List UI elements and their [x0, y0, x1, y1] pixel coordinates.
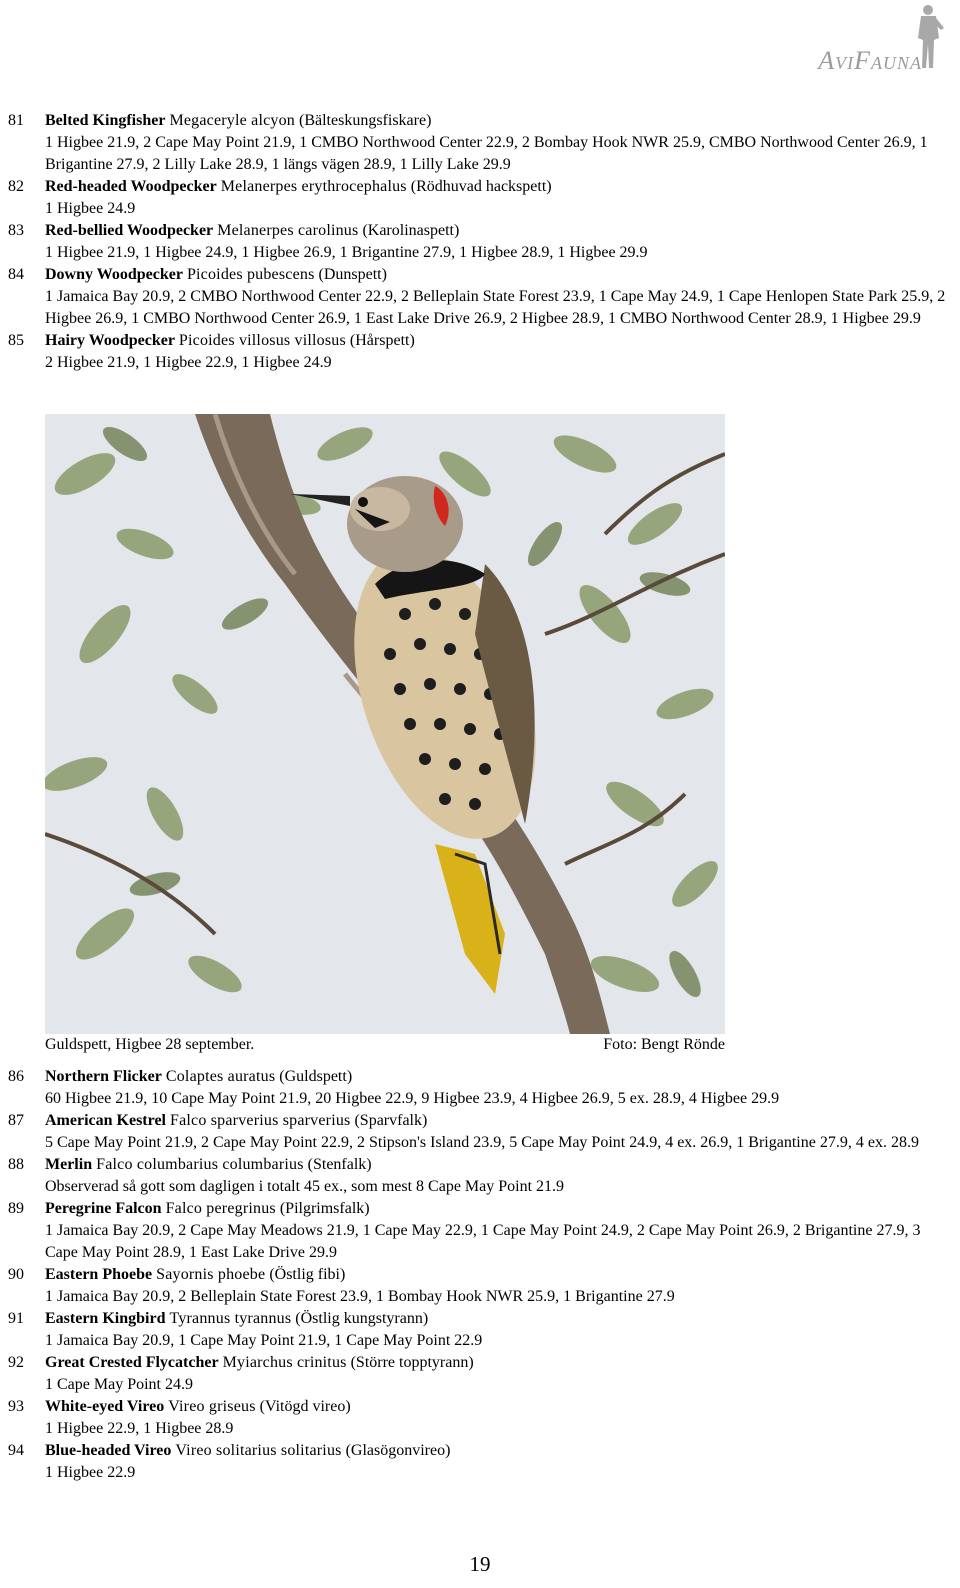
species-number: 91	[8, 1310, 24, 1327]
swedish-name: (Rödhuvad hackspett)	[410, 178, 552, 195]
observations: 1 Higbee 21.9, 2 Cape May Point 21.9, 1 CMBO Northwood Center 22.9, 2 Bombay Hook NWR 25.9, CMBO Northwood Center 26.9, 1 Brigantine 27.9, 2 Lilly Lake 28.9, 1 längs vägen 28.9, 1 Lilly Lake 29.9	[45, 134, 928, 173]
caption-text: Guldspett, Higbee 28 september.	[45, 1036, 255, 1053]
scientific-name: Melanerpes erythrocephalus	[220, 178, 407, 195]
swedish-name: (Sparvfalk)	[354, 1112, 428, 1129]
species-number: 89	[8, 1200, 24, 1217]
scientific-name: Falco sparverius sparverius	[170, 1112, 351, 1129]
logo-text: AviFauna	[818, 46, 922, 75]
species-name: Merlin	[45, 1156, 93, 1173]
scientific-name: Picoides pubescens	[186, 266, 315, 283]
species-entry	[0, 1110, 960, 1154]
scientific-name: Myiarchus crinitus	[222, 1354, 347, 1371]
observations: 1 Jamaica Bay 20.9, 2 Belleplain State Forest 23.9, 1 Bombay Hook NWR 25.9, 1 Brigantine 27.9	[45, 1288, 675, 1305]
species-entry	[0, 110, 960, 176]
species-entry	[0, 1264, 960, 1308]
species-entry	[0, 220, 960, 264]
species-entry	[0, 1308, 960, 1352]
swedish-name: (Dunspett)	[318, 266, 387, 283]
species-number: 88	[8, 1156, 24, 1173]
swedish-name: (Pilgrimsfalk)	[279, 1200, 370, 1217]
observations: 1 Jamaica Bay 20.9, 2 Cape May Meadows 21.9, 1 Cape May 22.9, 1 Cape May Point 24.9, 2 Cape May Point 26.9, 2 Brigantine 27.9, 3 Cape May Point 28.9, 1 East Lake Drive 29.9	[45, 1222, 921, 1261]
observations: 1 Jamaica Bay 20.9, 2 CMBO Northwood Center 22.9, 2 Belleplain State Forest 23.9, 1 Cape May 24.9, 1 Cape Henlopen State Park 25.9, 2 Higbee 26.9, 1 CMBO Northwood Center 26.9, 1 East Lake Drive 26.9, 2 Higbee 28.9, 1 CMBO Northwood Center 28.9, 1 Higbee 29.9	[45, 288, 946, 327]
swedish-name: (Östlig fibi)	[269, 1266, 346, 1283]
species-list-bottom	[0, 1066, 960, 1484]
scientific-name: Colaptes auratus	[165, 1068, 276, 1085]
species-entry	[0, 1352, 960, 1396]
species-number: 85	[8, 332, 24, 349]
species-number: 84	[8, 266, 24, 283]
species-number: 81	[8, 112, 24, 129]
swedish-name: (Stenfalk)	[307, 1156, 372, 1173]
scientific-name: Tyrannus tyrannus	[169, 1310, 292, 1327]
species-number: 82	[8, 178, 24, 195]
species-name: Downy Woodpecker	[45, 266, 183, 283]
swedish-name: (Glasögonvireo)	[345, 1442, 451, 1459]
swedish-name: (Vitögd vireo)	[259, 1398, 351, 1415]
observations: 1 Higbee 24.9	[45, 200, 136, 217]
species-number: 92	[8, 1354, 24, 1371]
observations: 1 Higbee 22.9, 1 Higbee 28.9	[45, 1420, 234, 1437]
swedish-name: (Bälteskungsfiskare)	[299, 112, 432, 129]
scientific-name: Melanerpes carolinus	[217, 222, 359, 239]
observations: Observerad så gott som dagligen i totalt 45 ex., som mest 8 Cape May Point 21.9	[45, 1178, 565, 1195]
scientific-name: Vireo solitarius solitarius	[175, 1442, 342, 1459]
species-entry	[0, 264, 960, 330]
species-number: 86	[8, 1068, 24, 1085]
species-number: 90	[8, 1266, 24, 1283]
scientific-name: Vireo griseus	[168, 1398, 256, 1415]
species-name: Great Crested Flycatcher	[45, 1354, 219, 1371]
photo-credit: Foto: Bengt Rönde	[603, 1036, 725, 1053]
scientific-name: Megaceryle alcyon	[169, 112, 295, 129]
species-number: 93	[8, 1398, 24, 1415]
page-number: 19	[469, 1552, 491, 1576]
photo-caption	[45, 1036, 725, 1054]
species-entry	[0, 1440, 960, 1484]
species-name: White-eyed Vireo	[45, 1398, 165, 1415]
species-name: Red-bellied Woodpecker	[45, 222, 214, 239]
species-number: 87	[8, 1112, 24, 1129]
observations: 60 Higbee 21.9, 10 Cape May Point 21.9, 20 Higbee 22.9, 9 Higbee 23.9, 4 Higbee 26.9, 5 ex. 28.9, 4 Higbee 29.9	[45, 1090, 780, 1107]
species-entry	[0, 1066, 960, 1110]
species-name: Eastern Kingbird	[45, 1310, 166, 1327]
species-entry	[0, 330, 960, 374]
species-name: Red-headed Woodpecker	[45, 178, 217, 195]
scientific-name: Picoides villosus villosus	[178, 332, 346, 349]
swedish-name: (Guldspett)	[279, 1068, 353, 1085]
species-number: 94	[8, 1442, 24, 1459]
observations: 1 Cape May Point 24.9	[45, 1376, 193, 1393]
species-name: American Kestrel	[45, 1112, 166, 1129]
swedish-name: (Större topptyrann)	[350, 1354, 474, 1371]
woodpecker-illustration	[45, 414, 725, 1034]
observations: 1 Jamaica Bay 20.9, 1 Cape May Point 21.9, 1 Cape May Point 22.9	[45, 1332, 483, 1349]
observations: 1 Higbee 22.9	[45, 1464, 136, 1481]
species-entry	[0, 176, 960, 220]
species-entry	[0, 1198, 960, 1264]
species-entry	[0, 1154, 960, 1198]
scientific-name: Falco columbarius columbarius	[96, 1156, 304, 1173]
observations: 5 Cape May Point 21.9, 2 Cape May Point 22.9, 2 Stipson's Island 23.9, 5 Cape May Point 24.9, 4 ex. 26.9, 1 Brigantine 27.9, 4 ex. 28.9	[45, 1134, 919, 1151]
northern-flicker-photo	[45, 414, 725, 1034]
species-name: Northern Flicker	[45, 1068, 162, 1085]
species-list-top	[0, 110, 960, 374]
swedish-name: (Hårspett)	[349, 332, 415, 349]
species-name: Peregrine Falcon	[45, 1200, 162, 1217]
species-name: Hairy Woodpecker	[45, 332, 175, 349]
avifauna-logo	[746, 2, 946, 78]
scientific-name: Sayornis phoebe	[156, 1266, 266, 1283]
swedish-name: (Östlig kungstyrann)	[295, 1310, 429, 1327]
observations: 2 Higbee 21.9, 1 Higbee 22.9, 1 Higbee 24.9	[45, 354, 332, 371]
species-number: 83	[8, 222, 24, 239]
scientific-name: Falco peregrinus	[165, 1200, 276, 1217]
species-name: Blue-headed Vireo	[45, 1442, 172, 1459]
species-name: Eastern Phoebe	[45, 1266, 153, 1283]
observations: 1 Higbee 21.9, 1 Higbee 24.9, 1 Higbee 26.9, 1 Brigantine 27.9, 1 Higbee 28.9, 1 Higbee 29.9	[45, 244, 648, 261]
swedish-name: (Karolinaspett)	[362, 222, 460, 239]
species-entry	[0, 1396, 960, 1440]
species-name: Belted Kingfisher	[45, 112, 166, 129]
